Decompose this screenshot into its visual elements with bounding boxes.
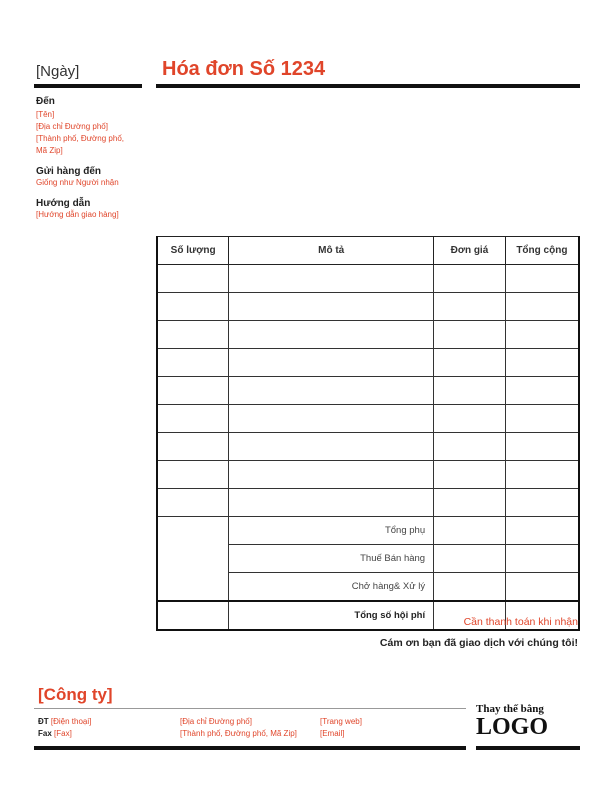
footer-street: [Địa chỉ Đường phố] bbox=[180, 717, 252, 726]
footer-divider bbox=[34, 708, 466, 709]
invoice-date: [Ngày] bbox=[36, 63, 80, 80]
table-row bbox=[157, 377, 579, 405]
table-row bbox=[157, 293, 579, 321]
footer-email: [Email] bbox=[320, 729, 345, 738]
footer-web: [Trang web] bbox=[320, 717, 362, 726]
logo-caption: Thay thế bằng bbox=[476, 703, 544, 715]
table-row bbox=[157, 433, 579, 461]
instructions-block bbox=[36, 198, 119, 221]
instructions-label: Hướng dẫn bbox=[36, 198, 91, 209]
header-unit-price: Đơn giá bbox=[434, 237, 506, 265]
ship-to-block bbox=[36, 166, 119, 189]
footer-address bbox=[180, 716, 297, 740]
bill-to-label: Đến bbox=[36, 96, 55, 107]
logo-placeholder: LOGO bbox=[476, 714, 549, 740]
subtotal-row bbox=[157, 517, 579, 545]
invoice-items-table bbox=[156, 236, 580, 631]
table-row bbox=[157, 321, 579, 349]
footer-online bbox=[320, 716, 362, 740]
fax-label: Fax bbox=[38, 729, 52, 738]
invoice-title: Hóa đơn Số 1234 bbox=[162, 58, 326, 80]
payment-note: Cần thanh toán khi nhận bbox=[463, 616, 578, 628]
bill-to-city-line2: Mã Zip] bbox=[36, 146, 63, 155]
header-description: Mô tả bbox=[229, 237, 434, 265]
company-name: [Công ty] bbox=[38, 685, 113, 704]
bill-to-block bbox=[36, 96, 124, 157]
table-header-row bbox=[157, 237, 579, 265]
bill-to-name: [Tên] bbox=[36, 110, 55, 119]
shipping-row bbox=[157, 573, 579, 602]
subtotal-label: Tổng phụ bbox=[229, 517, 434, 545]
footer-rule-left bbox=[34, 746, 466, 750]
bill-to-city-line1: [Thành phố, Đường phố, bbox=[36, 134, 124, 143]
grand-total-label: Tổng số hội phí bbox=[229, 601, 434, 630]
table-row bbox=[157, 349, 579, 377]
footer-rule-right bbox=[476, 746, 580, 750]
thanks-message: Cám ơn bạn đã giao dịch với chúng tôi! bbox=[379, 637, 578, 649]
header-total: Tổng cộng bbox=[505, 237, 579, 265]
sales-tax-label: Thuế Bán hàng bbox=[229, 545, 434, 573]
sales-tax-row bbox=[157, 545, 579, 573]
header-rule-right bbox=[156, 84, 580, 88]
table-row bbox=[157, 405, 579, 433]
table-row bbox=[157, 489, 579, 517]
footer-contact bbox=[38, 716, 91, 740]
fax-value: [Fax] bbox=[54, 729, 72, 738]
ship-to-label: Gửi hàng đến bbox=[36, 166, 102, 177]
header-rule-left bbox=[34, 84, 142, 88]
header-quantity: Số lượng bbox=[157, 237, 229, 265]
table-row bbox=[157, 265, 579, 293]
table-row bbox=[157, 461, 579, 489]
shipping-label: Chở hàng& Xử lý bbox=[229, 573, 434, 602]
phone-label: ĐT bbox=[38, 717, 49, 726]
bill-to-street: [Địa chỉ Đường phố] bbox=[36, 122, 108, 131]
phone-value: [Điện thoại] bbox=[50, 717, 92, 726]
instructions-value: [Hướng dẫn giao hàng] bbox=[36, 210, 119, 219]
ship-to-value: Giống như Người nhận bbox=[36, 178, 119, 187]
footer-city: [Thành phố, Đường phố, Mã Zip] bbox=[180, 729, 297, 738]
